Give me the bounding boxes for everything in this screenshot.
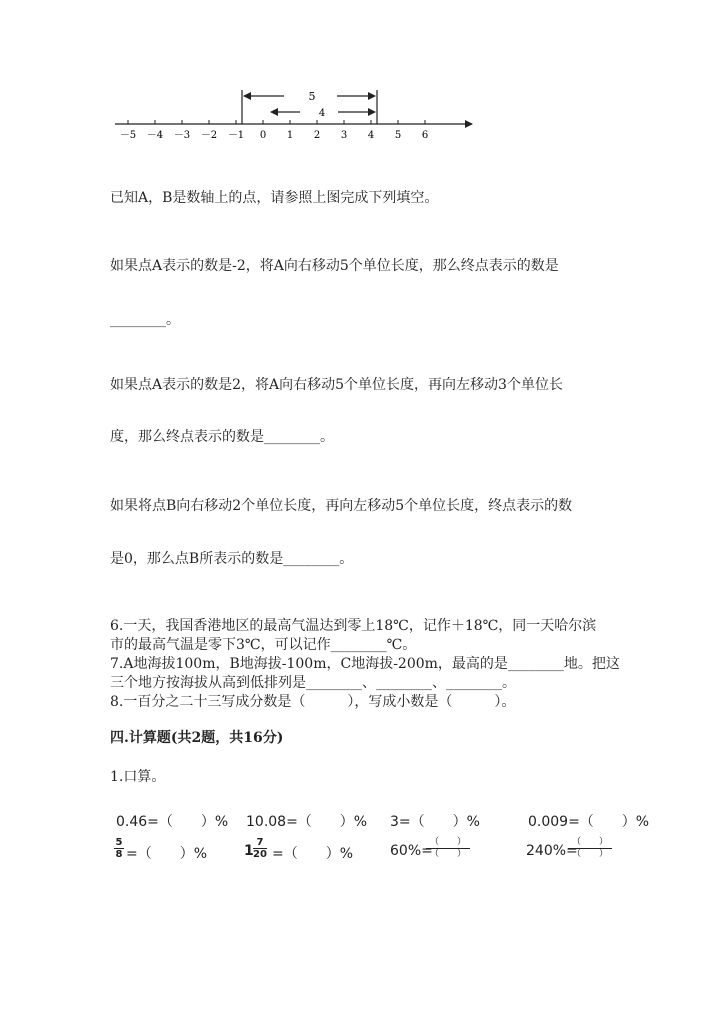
fraction-five-eighths xyxy=(114,837,124,860)
question-a: 如果点A表示的数是-2，将A向右移动5个单位长度，那么终点表示的数是 xyxy=(110,258,559,274)
tick-label: 1 xyxy=(286,130,294,141)
tick-label: －3 xyxy=(173,130,191,141)
question-7-line1: 7.A地海拔100m，B地海拔-100m，C地海拔-200m，最高的是________地。把这 xyxy=(110,656,620,672)
tick-label: －5 xyxy=(119,130,137,141)
calc-item-5-rest: =（ ）% xyxy=(126,846,208,862)
question-b-line1: 如果点A表示的数是2，将A向右移动5个单位长度，再向左移动3个单位长 xyxy=(110,377,563,393)
tick-label: －4 xyxy=(146,130,164,141)
fraction-denominator-blank: （ ） xyxy=(568,848,612,860)
question-6-line2: 市的最高气温是零下3℃，可以记作________℃。 xyxy=(110,637,417,653)
tick-label: －2 xyxy=(200,130,218,141)
tick-label: 3 xyxy=(340,130,348,141)
calc-item-8-left: 240%= xyxy=(526,843,578,859)
calc-item-3: 3=（ ）% xyxy=(390,814,480,830)
calc-item-2: 10.08=（ ）% xyxy=(246,814,368,830)
fraction-blank-8 xyxy=(568,837,612,860)
section-title: 四.计算题(共2题，共16分) xyxy=(110,730,284,746)
tick-marks xyxy=(120,120,428,141)
arrow-five-label: 5 xyxy=(308,90,316,103)
mixed-number-whole: 1 xyxy=(244,843,254,859)
fraction-numerator: 7 xyxy=(256,837,264,848)
fraction-denominator: 8 xyxy=(115,849,123,860)
tick-label: 2 xyxy=(313,130,321,141)
question-7-line2: 三个地方按海拔从高到低排列是________、________、________。 xyxy=(110,675,516,691)
fraction-numerator: 5 xyxy=(115,837,123,848)
calc-item-1: 0.46=（ ）% xyxy=(116,814,229,830)
tick-label: 6 xyxy=(421,130,429,141)
fraction-blank-7 xyxy=(426,837,470,860)
question-a-answer-line: ________。 xyxy=(110,312,180,328)
question-b-line2: 度，那么终点表示的数是________。 xyxy=(110,429,334,445)
fraction-denominator-blank: （ ） xyxy=(426,848,470,860)
fraction-seven-twentieths xyxy=(253,837,267,860)
calc-item-4: 0.009=（ ）% xyxy=(528,814,650,830)
subquestion-1-title: 1.口算。 xyxy=(110,769,166,785)
tick-label: 5 xyxy=(394,130,402,141)
question-c-line2: 是0，那么点B所表示的数是________。 xyxy=(110,551,354,567)
question-c-line1: 如果将点B向右移动2个单位长度，再向左移动5个单位长度，终点表示的数 xyxy=(110,498,573,514)
arrow-four-label: 4 xyxy=(318,108,326,119)
fraction-numerator-blank: （ ） xyxy=(571,837,608,847)
tick-label: －1 xyxy=(227,130,245,141)
question-intro: 已知A，B是数轴上的点，请参照上图完成下列填空。 xyxy=(110,190,439,206)
tick-label: 0 xyxy=(259,130,267,141)
calc-item-6-rest: =（ ）% xyxy=(272,846,354,862)
calc-item-7-left: 60%= xyxy=(390,843,433,859)
question-8: 8.一百分之二十三写成分数是（ ），写成小数是（ ）。 xyxy=(110,694,516,710)
tick-label: 4 xyxy=(367,130,375,141)
number-line-figure xyxy=(0,0,720,160)
fraction-denominator: 20 xyxy=(253,849,267,860)
question-6-line1: 6.一天，我国香港地区的最高气温达到零上18℃，记作＋18℃，同一天哈尔滨 xyxy=(110,618,597,634)
fraction-numerator-blank: （ ） xyxy=(429,837,466,847)
